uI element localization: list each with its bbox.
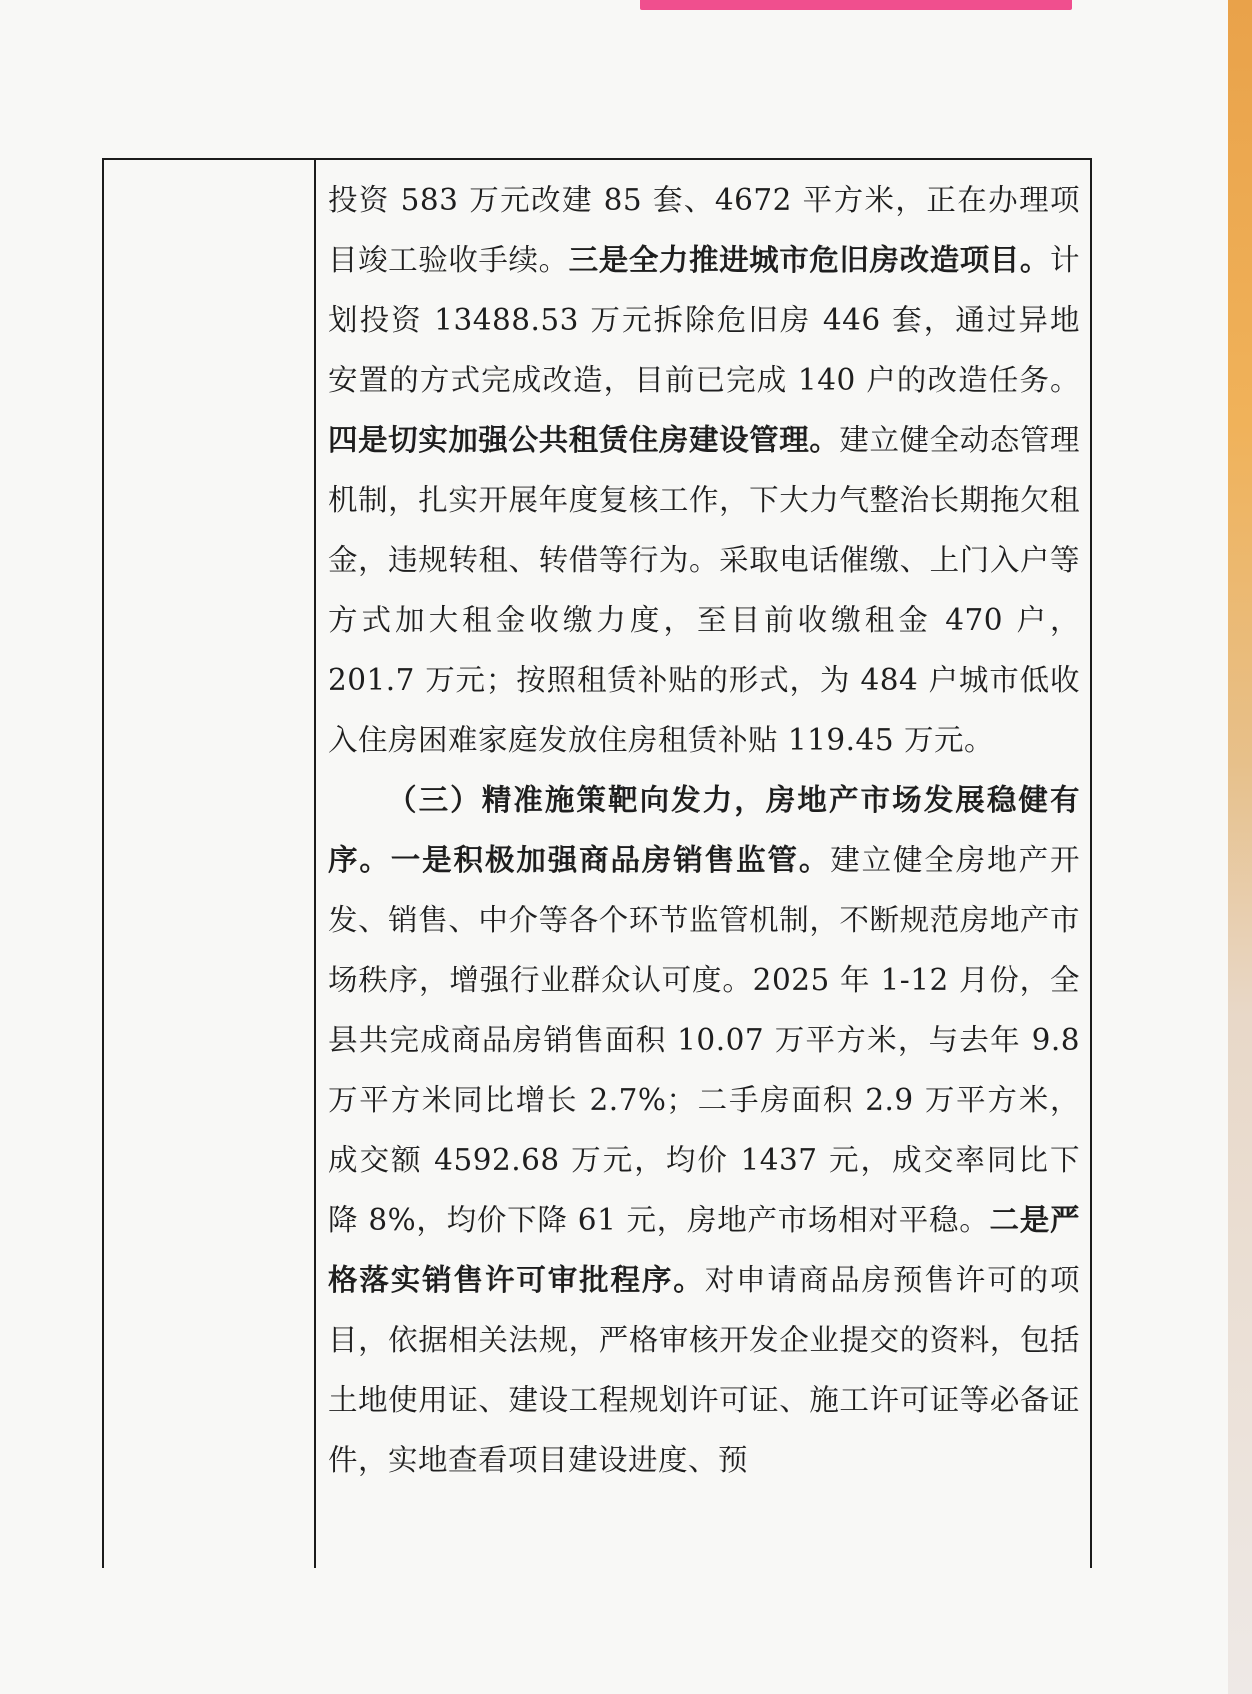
sticky-note-tab <box>640 0 1072 10</box>
paragraph-text: 建立健全动态管理机制，扎实开展年度复核工作，下大力气整治长期拖欠租金，违规转租、转借等行为。采取电话催缴、上门入户等方式加大租金收缴力度，至目前收缴租金 470 户，201.7 万元；按照租赁补贴的形式，为 484 户城市低收入住房困难家庭发放住房租赁补贴 119.45 万元。 <box>328 423 1080 757</box>
section-heading: （三）精准施策靶向发力，房地产市场发展稳健有序。 <box>328 782 1080 877</box>
paragraph-text: 建立健全房地产开发、销售、中介等各个环节监管机制，不断规范房地产市场秩序，增强行业群众认可度。2025 年 1-12 月份，全县共完成商品房销售面积 10.07 万平方米，与去年 9.8 万平方米同比增长 2.7%；二手房面积 2.9 万平方米，成交额 4592.68 万元，均价 1437 元，成交率同比下降 8%，均价下降 61 元，房地产市场相对平稳。 <box>328 843 1080 1237</box>
bold-point-three: 三是全力推进城市危旧房改造项目。 <box>568 242 1050 277</box>
paragraph-text: 投资 583 万元改建 85 套、4672 平方米，正在办理项目竣工验收手续。 <box>328 183 1080 277</box>
paragraph-housing-progress <box>328 170 1080 770</box>
paragraph-real-estate-market <box>328 770 1080 1490</box>
bold-point-four: 四是切实加强公共租赁住房建设管理。 <box>328 422 840 457</box>
bold-point-two: 二是严格落实销售许可审批程序。 <box>328 1202 1080 1297</box>
column-divider <box>314 158 316 1568</box>
paragraph-text: 计划投资 13488.53 万元拆除危旧房 446 套，通过异地安置的方式完成改造，目前已完成 140 户的改造任务。 <box>328 243 1080 397</box>
bold-point-one: 一是积极加强商品房销售监管。 <box>390 842 831 877</box>
page-edge-shadow <box>1228 0 1252 1694</box>
left-column-cell <box>104 160 314 1568</box>
paragraph-text: 对申请商品房预售许可的项目，依据相关法规，严格审核开发企业提交的资料，包括土地使用证、建设工程规划许可证、施工许可证等必备证件，实地查看项目建设进度、预 <box>328 1263 1080 1477</box>
right-column-content <box>328 170 1080 1490</box>
